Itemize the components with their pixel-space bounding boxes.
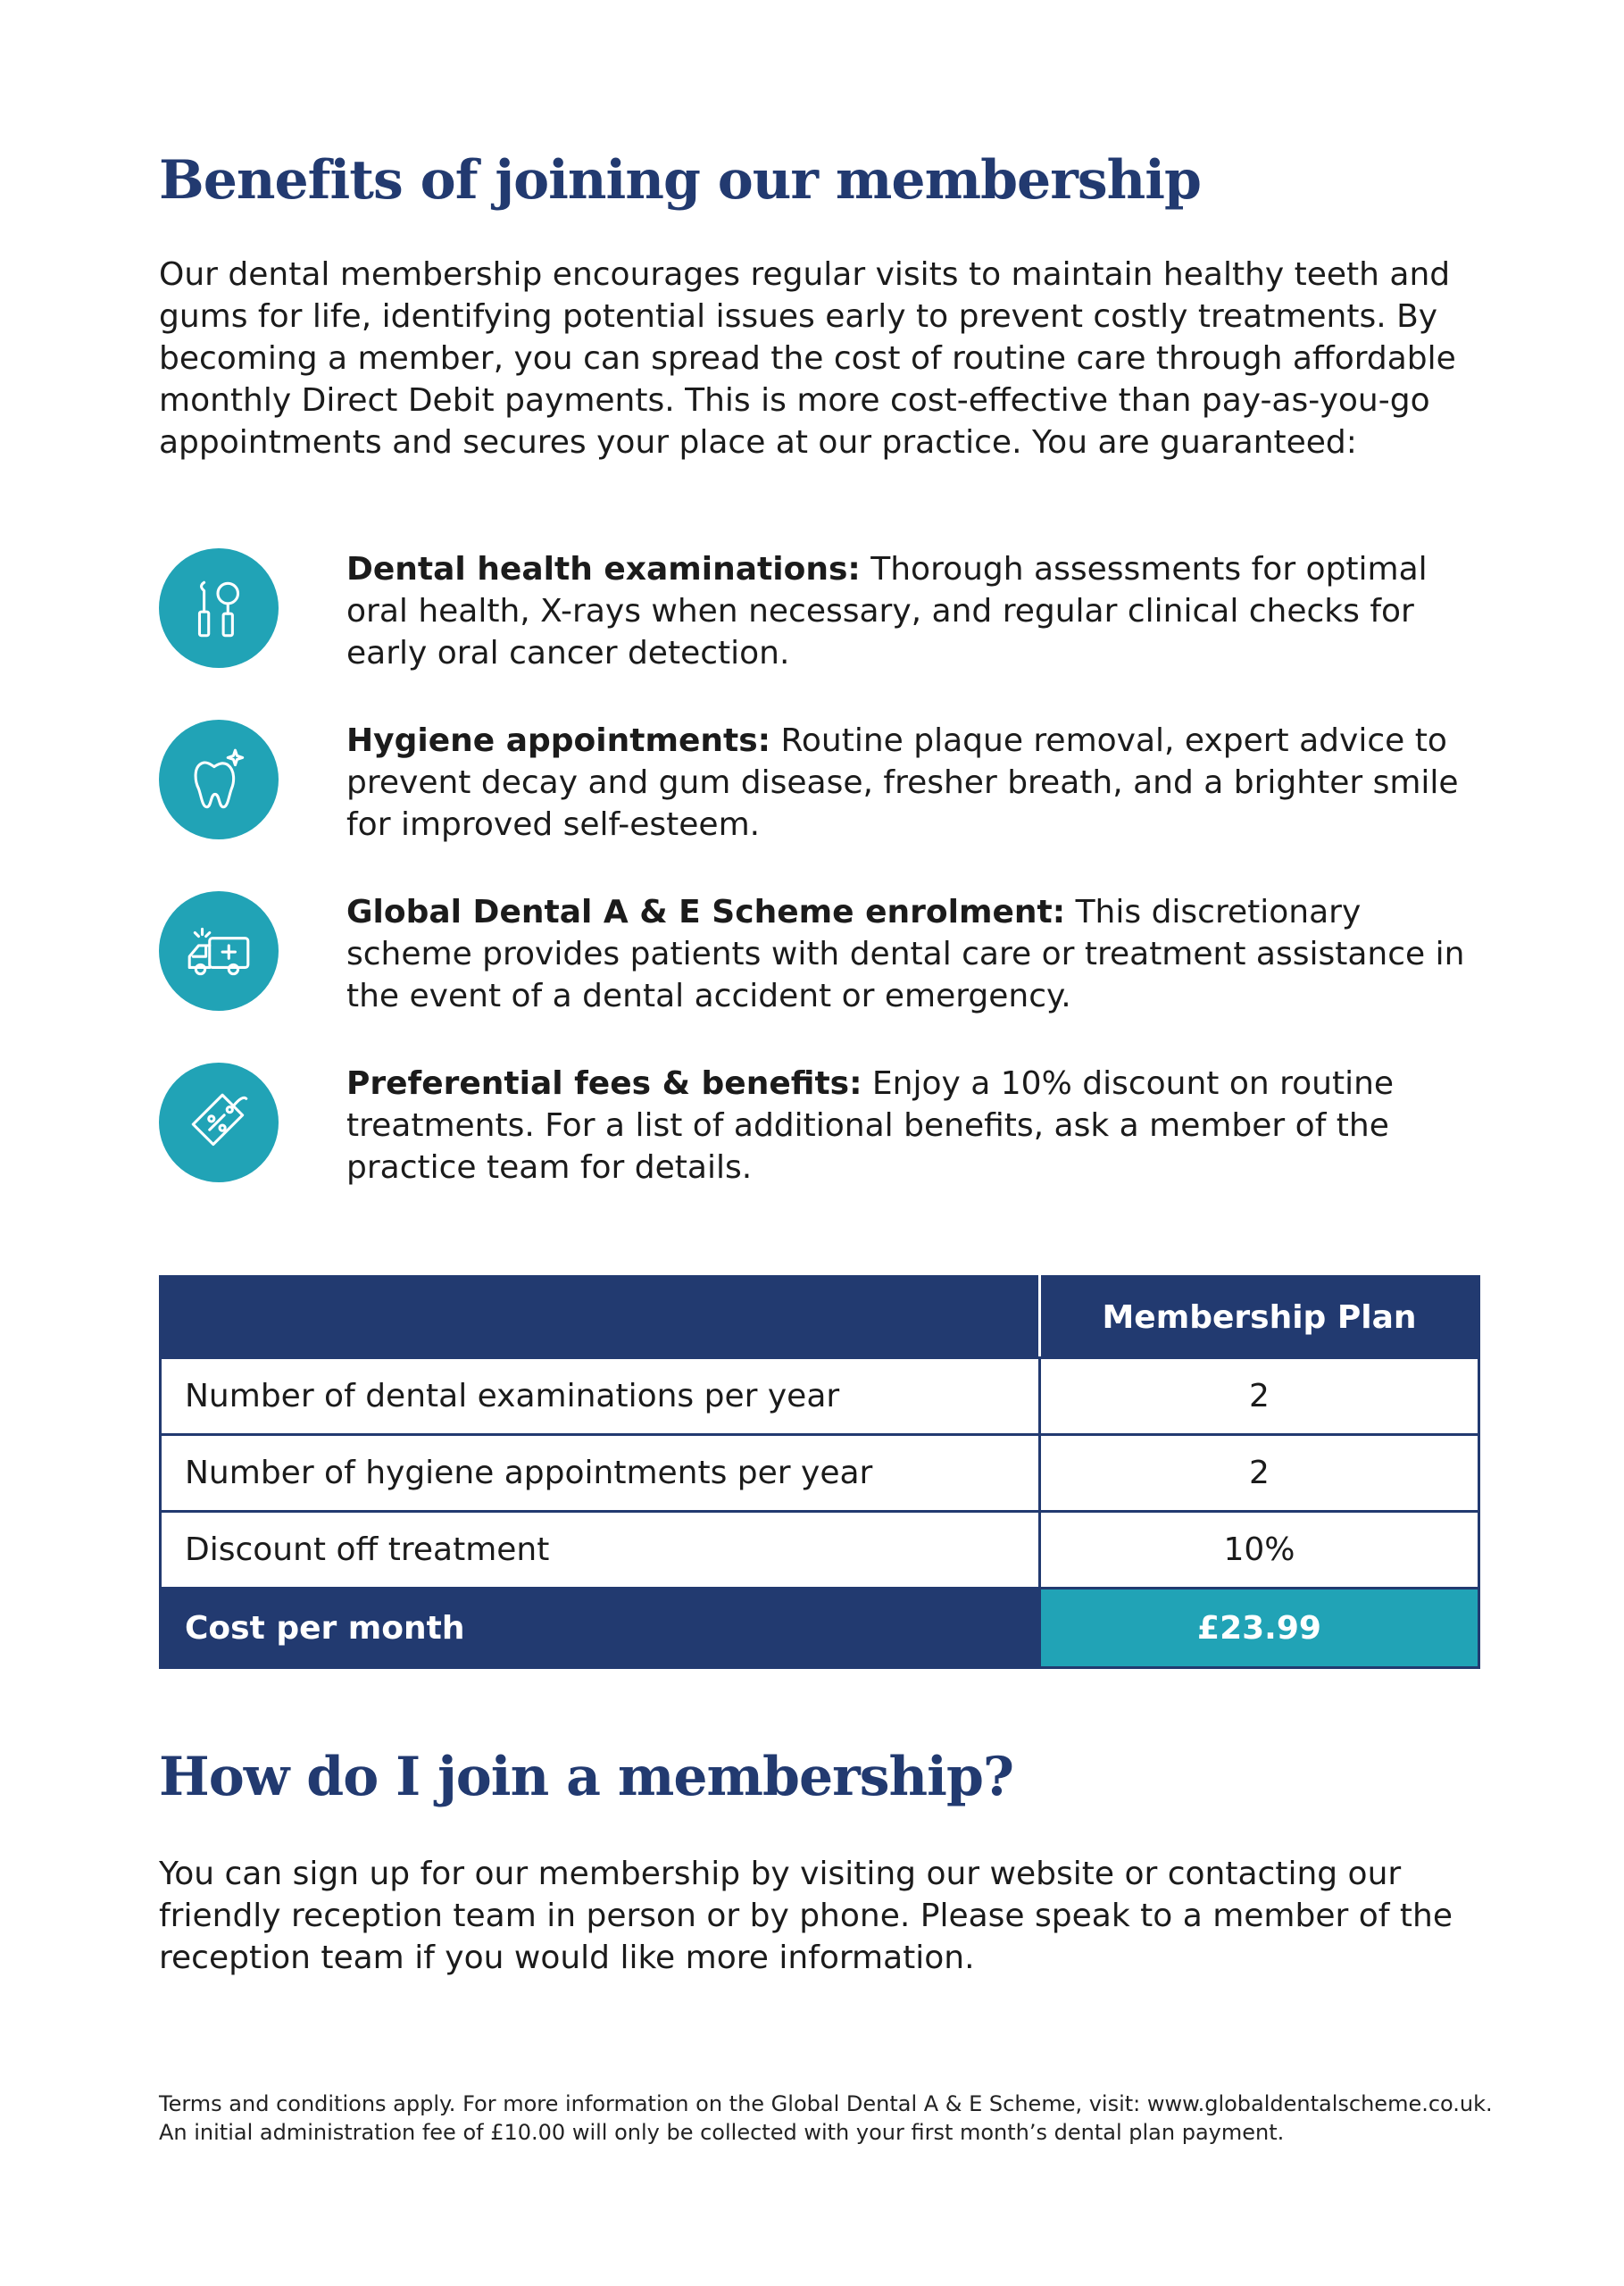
footnote [159, 2090, 1552, 2147]
table-cell-label: Discount off treatment [161, 1512, 1040, 1589]
table-cell-value: 2 [1040, 1435, 1479, 1512]
table-header-row [161, 1277, 1479, 1358]
benefit-item-fees [159, 1063, 1480, 1188]
ambulance-icon [159, 891, 279, 1011]
table-cell-value: 10% [1040, 1512, 1479, 1589]
table-total-row [161, 1589, 1479, 1668]
benefit-item-examinations [159, 548, 1480, 673]
benefits-intro: Our dental membership encourages regular visits to maintain healthy teeth and gums for life, identifying potential issues early to prevent costly treatments. By becoming a member, you can spread the cost of routine care through affordable monthly Direct Debit payments. This is more cost-effective than pay-as-you-go appointments and secures your place at our practice. You are guaranteed: [159, 256, 1456, 461]
table-cell-label: Number of dental examinations per year [161, 1358, 1040, 1435]
benefit-item-hygiene [159, 720, 1480, 845]
table-row [161, 1512, 1479, 1589]
benefits-title: Benefits of joining our membership [159, 149, 1201, 212]
cost-per-month-label: Cost per month [161, 1589, 1040, 1668]
footnote-line-2: An initial administration fee of £10.00 will only be collected with your first month’s dental plan payment. [159, 2120, 1285, 2145]
benefit-text: Hygiene appointments: Routine plaque removal, expert advice to prevent decay and gum disease, fresher breath, and a brighter smile for improved self-esteem. [346, 722, 1459, 843]
dental-tools-icon [159, 548, 279, 668]
benefit-text: Global Dental A & E Scheme enrolment: This discretionary scheme provides patients with dental care or treatment assistance in the event of a dental accident or emergency. [346, 894, 1465, 1014]
join-text: You can sign up for our membership by visiting our website or contacting our friendly reception team in person or by phone. Please speak to a member of the reception team if you would like more information. [159, 1856, 1453, 1976]
table-row [161, 1435, 1479, 1512]
table-header-plan: Membership Plan [1040, 1277, 1479, 1358]
benefit-text: Dental health examinations: Thorough assessments for optimal oral health, X-rays when necessary, and regular clinical checks for early oral cancer detection. [346, 551, 1428, 672]
tooth-sparkle-icon [159, 720, 279, 839]
table-cell-label: Number of hygiene appointments per year [161, 1435, 1040, 1512]
table-header-blank [161, 1277, 1040, 1358]
benefit-item-scheme [159, 891, 1480, 1016]
join-title: How do I join a membership? [159, 1746, 1014, 1808]
discount-tag-icon [159, 1063, 279, 1182]
table-row [161, 1358, 1479, 1435]
cost-per-month-value: £23.99 [1040, 1589, 1479, 1668]
membership-plan-table [159, 1275, 1480, 1669]
footnote-line-1: Terms and conditions apply. For more information on the Global Dental A & E Scheme, visit: www.globaldentalscheme.co.uk. [159, 2091, 1493, 2116]
benefit-text: Preferential fees & benefits: Enjoy a 10% discount on routine treatments. For a list of additional benefits, ask a member of the practice team for details. [346, 1065, 1395, 1186]
table-cell-value: 2 [1040, 1358, 1479, 1435]
